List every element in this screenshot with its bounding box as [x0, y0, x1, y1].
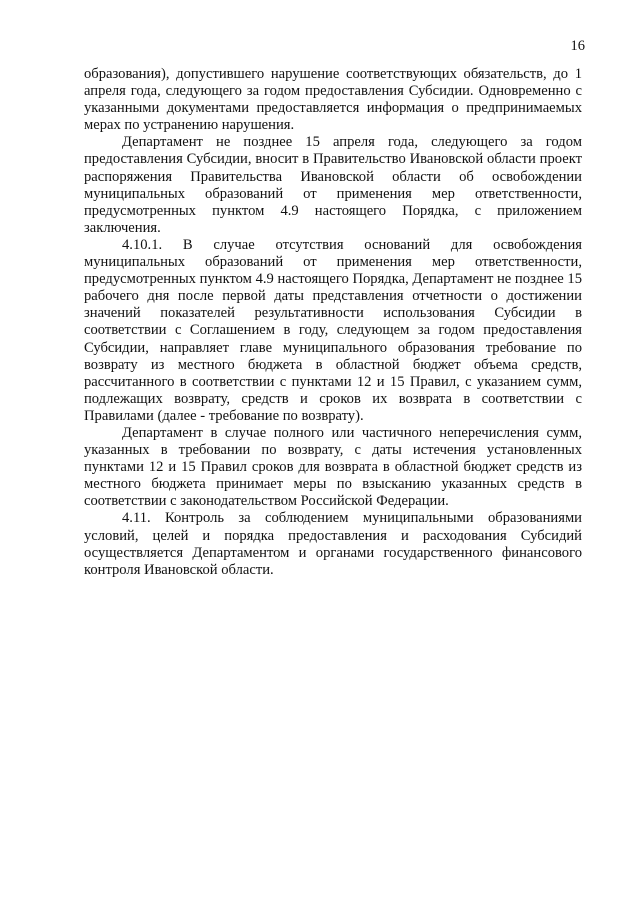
- paragraph-continuation: образования), допустившего нарушение соответствующих обязательств, до 1 апреля года, следующего за годом предоставления Субсидии. Одновременно с указанными документами предоставляется информация о предпринимаемых мерах по устранению нарушения.: [84, 66, 582, 134]
- document-body: [84, 66, 582, 579]
- paragraph-4-10-1: 4.10.1. В случае отсутствия оснований для освобождения муниципальных образований от применения мер ответственности, предусмотренных пунктом 4.9 настоящего Порядка, Департамент не позднее 15 рабочего дня после первой даты представления отчетности о достижении значений показателей результативности использования Субсидии в соответствии с Соглашением в году, следующем за годом предоставления Субсидии, направляет главе муниципального образования требование по возврату из местного бюджета в областной бюджет объема средств, рассчитанного в соответствии с пунктами 12 и 15 Правил, с указанием сумм, подлежащих возврату, средств и сроков их возврата в соответствии с Правилами (далее - требование по возврату).: [84, 236, 582, 424]
- paragraph-recovery-measures: Департамент в случае полного или частичного неперечисления сумм, указанных в требовании по возврату, с даты истечения установленных пунктами 12 и 15 Правил сроков для возврата в областной бюджет средств из местного бюджета принимает меры по взысканию указанных средств в соответствии с законодательством Российской Федерации.: [84, 424, 582, 510]
- paragraph-4-11: 4.11. Контроль за соблюдением муниципальными образованиями условий, целей и порядка предоставления и расходования Субсидий осуществляется Департаментом и органами государственного финансового контроля Ивановской области.: [84, 510, 582, 578]
- page-number: 16: [570, 38, 585, 54]
- paragraph-department-deadline: Департамент не позднее 15 апреля года, следующего за годом предоставления Субсидии, вносит в Правительство Ивановской области проект распоряжения Правительства Ивановской области об освобождении муниципальных образований от применения мер ответственности, предусмотренных пунктом 4.9 настоящего Порядка, с приложением заключения.: [84, 134, 582, 236]
